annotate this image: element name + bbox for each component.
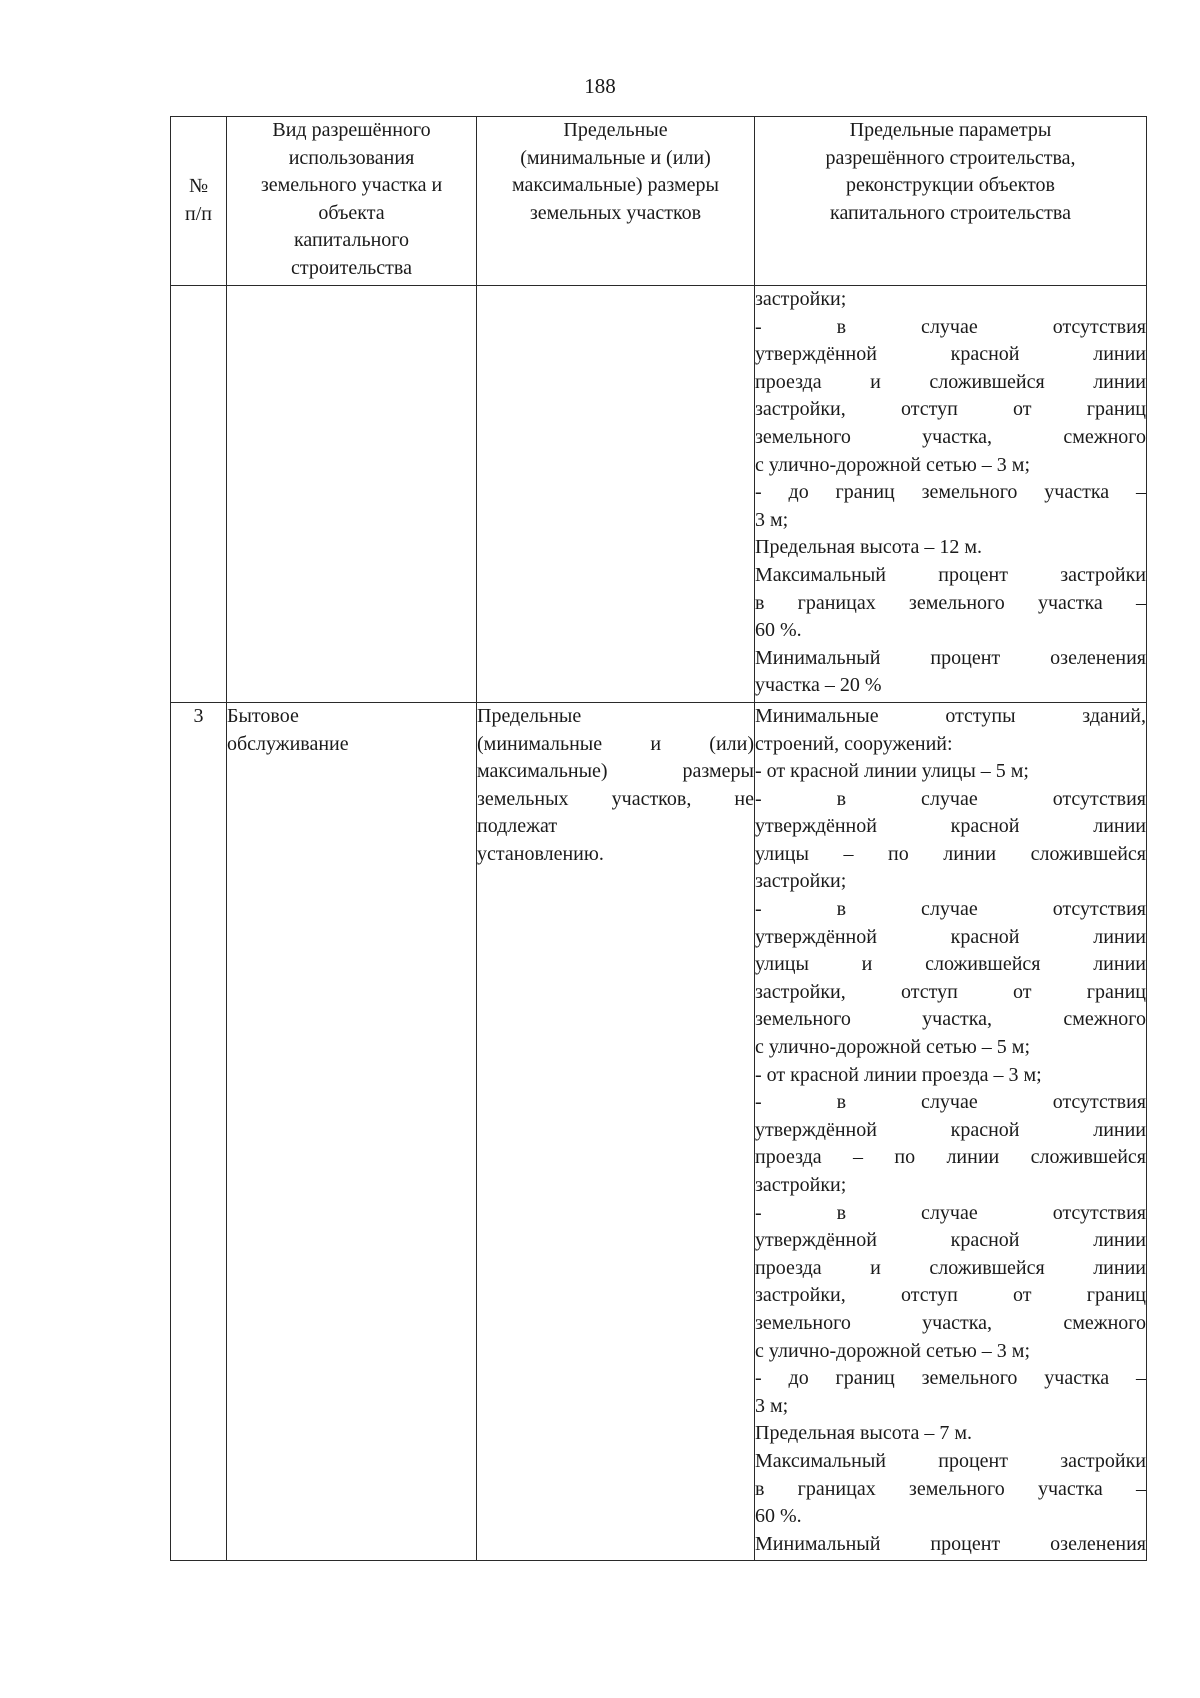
- param-line: утверждённой красной линии: [755, 815, 1146, 838]
- header-plot-sizes: [477, 117, 755, 286]
- param-line: Минимальные отступы зданий,: [755, 704, 1146, 727]
- header-build-params: [755, 117, 1147, 286]
- param-line: Минимальный процент озеленения: [755, 646, 1146, 669]
- header-build-params-line: разрешённого строительства,: [825, 146, 1076, 169]
- header-use-type: [227, 117, 477, 286]
- param-line: застройки;: [755, 1174, 847, 1196]
- land-use-table: [170, 116, 1147, 1561]
- param-line: застройки;: [755, 288, 847, 310]
- plot-size-line: максимальные) размеры: [477, 760, 754, 783]
- param-line: в границах земельного участка –: [755, 1477, 1146, 1500]
- row-params: [755, 702, 1147, 1560]
- param-line: 3 м;: [755, 508, 789, 531]
- header-use-type-line: объекта: [318, 201, 385, 224]
- row-plot-sizes: [477, 286, 755, 703]
- header-use-type-line: использования: [288, 146, 415, 169]
- param-line: - в случае отсутствия: [755, 1201, 1146, 1224]
- header-plot-sizes-line: максимальные) размеры: [511, 174, 719, 197]
- header-build-params-line: реконструкции объектов: [846, 174, 1055, 197]
- table-header-row: [171, 117, 1147, 286]
- param-line: застройки, отступ от границ: [755, 980, 1146, 1003]
- param-line: - в случае отсутствия: [755, 898, 1146, 921]
- header-use-type-line: земельного участка и: [260, 174, 443, 197]
- param-line: застройки;: [755, 870, 847, 893]
- param-line: в границах земельного участка –: [755, 591, 1146, 614]
- plot-size-line: Предельные: [477, 704, 582, 727]
- table-body: [171, 286, 1147, 1561]
- plot-size-line: земельных участков, не: [477, 787, 754, 810]
- header-plot-sizes-line: Предельные: [563, 119, 668, 141]
- param-line: - в случае отсутствия: [755, 787, 1146, 810]
- param-line: проезда и сложившейся линии: [755, 1256, 1146, 1279]
- param-line: застройки, отступ от границ: [755, 1284, 1146, 1307]
- param-line: застройки, отступ от границ: [755, 398, 1146, 421]
- page-number: 188: [584, 74, 616, 98]
- header-num-line: п/п: [185, 203, 212, 225]
- param-line: с улично-дорожной сетью – 3 м;: [755, 1339, 1031, 1362]
- param-line: утверждённой красной линии: [755, 1118, 1146, 1141]
- param-line: - в случае отсутствия: [755, 315, 1146, 338]
- param-line: земельного участка, смежного: [755, 425, 1146, 448]
- param-line: строений, сооружений:: [755, 732, 953, 755]
- plot-size-line: установлению.: [477, 842, 604, 865]
- param-line: 3 м;: [755, 1394, 789, 1417]
- param-line: утверждённой красной линии: [755, 343, 1146, 366]
- param-line: - до границ земельного участка –: [755, 1367, 1146, 1390]
- row-num: [171, 286, 227, 703]
- param-line: - в случае отсутствия: [755, 1091, 1146, 1114]
- param-line: утверждённой красной линии: [755, 1229, 1146, 1252]
- param-line: утверждённой красной линии: [755, 925, 1146, 948]
- header-use-type-line: Вид разрешённого: [272, 119, 431, 141]
- use-type-line: обслуживание: [227, 732, 349, 755]
- row-num: 3: [171, 702, 227, 1560]
- param-line: участка – 20 %: [755, 674, 882, 697]
- param-line: Предельная высота – 12 м.: [755, 536, 983, 559]
- plot-size-line: (минимальные и (или): [477, 732, 754, 755]
- row-params: [755, 286, 1147, 703]
- row-use-type: [227, 286, 477, 703]
- param-line: 60 %.: [755, 1505, 802, 1528]
- param-line: земельного участка, смежного: [755, 1311, 1146, 1334]
- plot-size-line: подлежат: [477, 815, 558, 838]
- param-line: улицы – по линии сложившейся: [755, 842, 1146, 865]
- header-use-type-line: строительства: [291, 256, 412, 279]
- row-use-type: [227, 702, 477, 1560]
- param-line: 60 %.: [755, 619, 802, 642]
- param-line: Максимальный процент застройки: [755, 1449, 1146, 1472]
- header-build-params-line: капитального строительства: [830, 201, 1071, 224]
- param-line: Минимальный процент озеленения: [755, 1532, 1146, 1555]
- header-num: [171, 117, 227, 286]
- param-line: - от красной линии улицы – 5 м;: [755, 760, 1029, 783]
- param-line: проезда – по линии сложившейся: [755, 1146, 1146, 1169]
- header-plot-sizes-line: (минимальные и (или): [520, 146, 711, 169]
- header-plot-sizes-line: земельных участков: [529, 201, 702, 224]
- param-line: - до границ земельного участка –: [755, 481, 1146, 504]
- row-plot-sizes: [477, 702, 755, 1560]
- header-use-type-line: капитального: [294, 229, 409, 252]
- param-line: Предельная высота – 7 м.: [755, 1422, 973, 1445]
- table-row: [171, 702, 1147, 1560]
- param-line: с улично-дорожной сетью – 3 м;: [755, 453, 1031, 476]
- header-build-params-line: Предельные параметры: [849, 119, 1052, 141]
- param-line: улицы и сложившейся линии: [755, 953, 1146, 976]
- param-line: проезда и сложившейся линии: [755, 370, 1146, 393]
- param-line: - от красной линии проезда – 3 м;: [755, 1063, 1042, 1086]
- param-line: Максимальный процент застройки: [755, 563, 1146, 586]
- header-num-line: №: [188, 175, 209, 198]
- param-line: земельного участка, смежного: [755, 1008, 1146, 1031]
- table-row: [171, 286, 1147, 703]
- param-line: с улично-дорожной сетью – 5 м;: [755, 1036, 1031, 1059]
- use-type-line: Бытовое: [227, 704, 299, 727]
